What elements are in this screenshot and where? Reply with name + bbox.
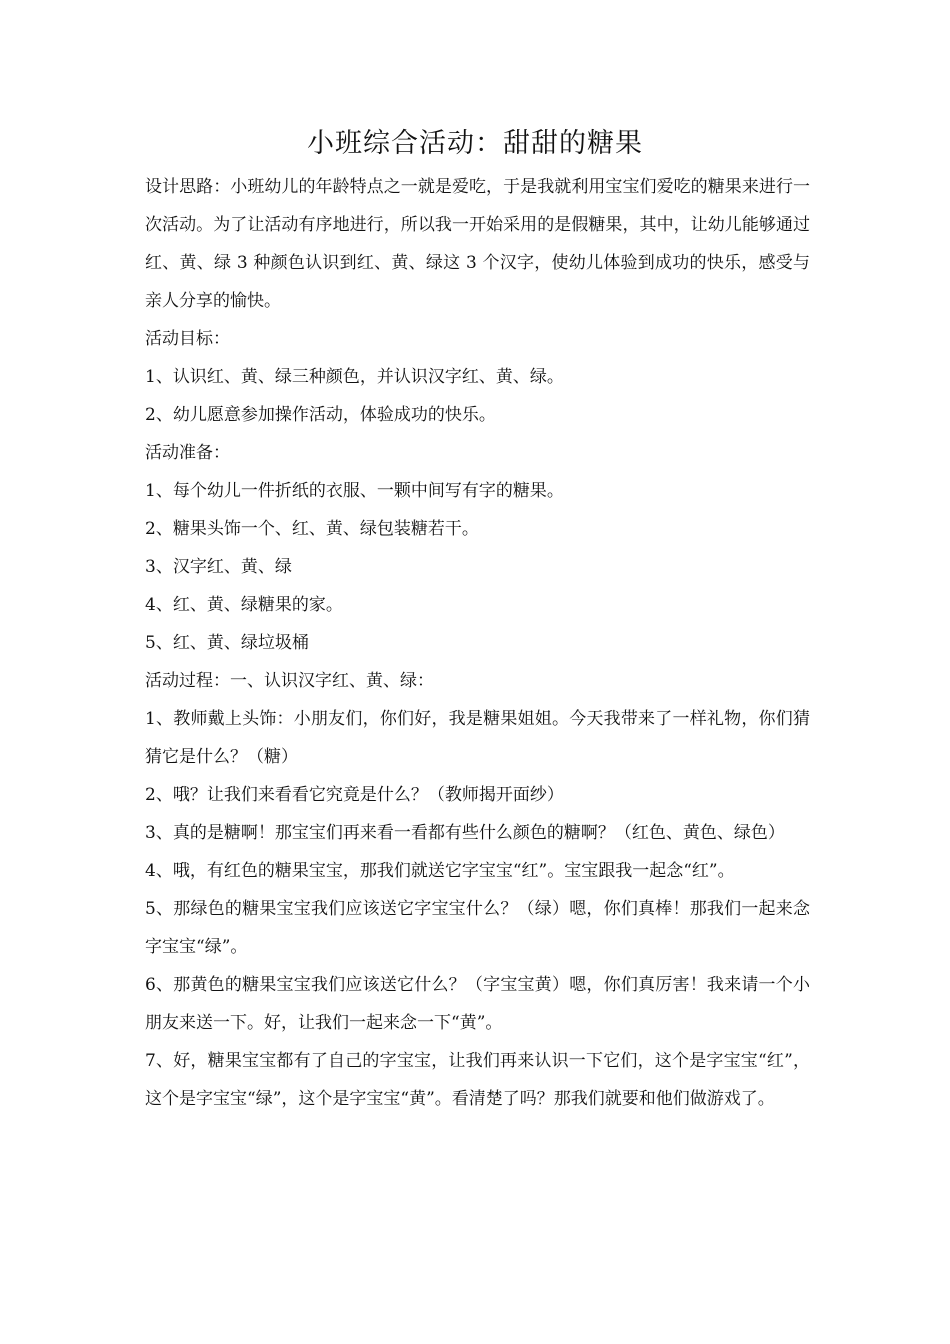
- document-title: 小班综合活动：甜甜的糖果: [307, 128, 643, 159]
- preparation-item: 4、红、黄、绿糖果的家。: [145, 595, 343, 615]
- section-heading-preparation: 活动准备：: [145, 443, 230, 463]
- preparation-item: 5、红、黄、绿垃圾桶: [145, 633, 309, 653]
- process-item: 3、真的是糖啊！那宝宝们再来看一看都有些什么颜色的糖啊？（红色、黄色、绿色）: [145, 823, 785, 843]
- goal-item: 1、认识红、黄、绿三种颜色，并认识汉字红、黄、绿。: [145, 367, 564, 387]
- design-idea-paragraph: 设计思路：小班幼儿的年龄特点之一就是爱吃，于是我就利用宝宝们爱吃的糖果来进行一次活动。为了让活动有序地进行，所以我一开始采用的是假糖果，其中，让幼儿能够通过红、黄、绿 3 种颜色认识到红、黄、绿这 3 个汉字，使幼儿体验到成功的快乐，感受与亲人分享的愉快。: [145, 177, 810, 311]
- process-item: 7、好，糖果宝宝都有了自己的字宝宝，让我们再来认识一下它们，这个是字宝宝“红”，这个是字宝宝“绿”，这个是字宝宝“黄”。看清楚了吗？那我们就要和他们做游戏了。: [145, 1051, 810, 1109]
- preparation-item: 3、汉字红、黄、绿: [145, 557, 292, 577]
- preparation-item: 1、每个幼儿一件折纸的衣服、一颗中间写有字的糖果。: [145, 481, 564, 501]
- preparation-item: 2、糖果头饰一个、红、黄、绿包装糖若干。: [145, 519, 479, 539]
- process-item: 5、那绿色的糖果宝宝我们应该送它字宝宝什么？（绿）嗯，你们真棒！那我们一起来念字宝宝“绿”。: [145, 899, 810, 957]
- process-item: 2、哦？让我们来看看它究竟是什么？（教师揭开面纱）: [145, 785, 564, 805]
- process-item: 4、哦，有红色的糖果宝宝，那我们就送它字宝宝“红”。宝宝跟我一起念“红”。: [145, 861, 735, 881]
- section-heading-goals: 活动目标：: [145, 329, 230, 349]
- goal-item: 2、幼儿愿意参加操作活动，体验成功的快乐。: [145, 405, 496, 425]
- section-heading-process: 活动过程：一、认识汉字红、黄、绿：: [145, 671, 434, 691]
- document-body: [145, 168, 810, 1118]
- process-item: 6、那黄色的糖果宝宝我们应该送它什么？（字宝宝黄）嗯，你们真厉害！我来请一个小朋友来送一下。好，让我们一起来念一下“黄”。: [145, 975, 810, 1033]
- process-item: 1、教师戴上头饰：小朋友们，你们好，我是糖果姐姐。今天我带来了一样礼物，你们猜猜它是什么？（糖）: [145, 709, 810, 767]
